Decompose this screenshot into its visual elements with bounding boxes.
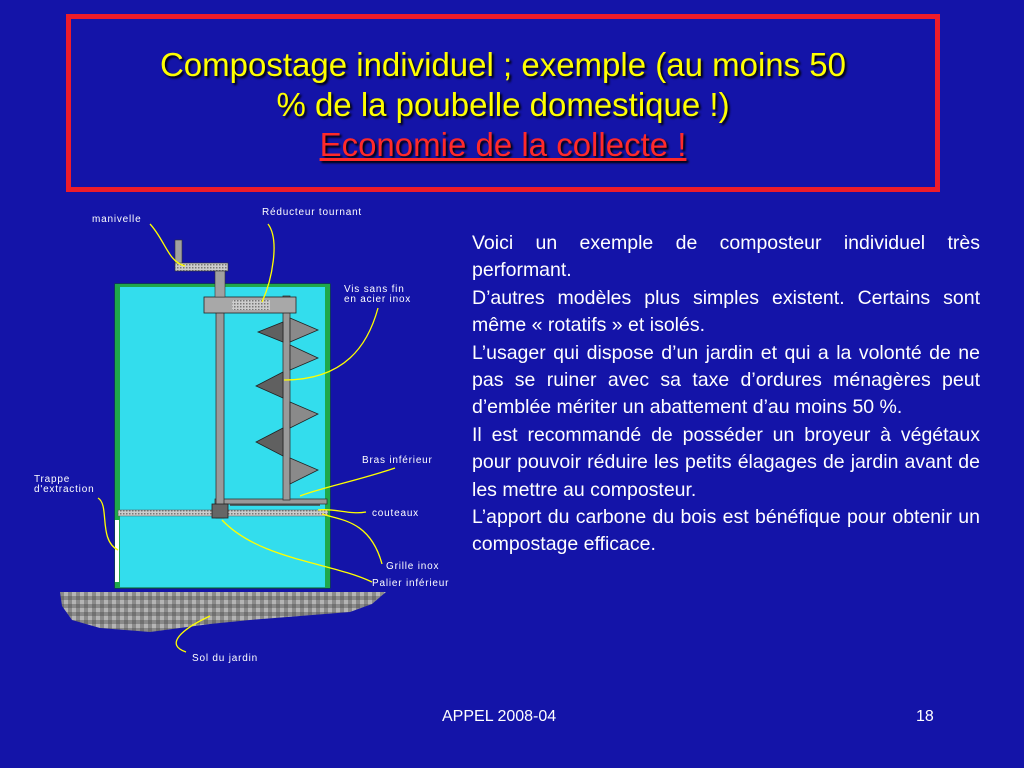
label-couteaux: couteaux xyxy=(372,508,419,519)
paragraph-1: Voici un exemple de composteur individuel très performant. xyxy=(472,232,980,282)
title-line-3: Economie de la collecte ! xyxy=(319,126,687,163)
title-line-2: % de la poubelle domestique !) xyxy=(276,86,730,123)
title-line-1: Compostage individuel ; exemple (au moins 50 xyxy=(159,46,847,83)
label-trappe-1: Trappe xyxy=(34,474,71,485)
label-reducteur: Réducteur tournant xyxy=(262,207,363,218)
body-text xyxy=(472,230,980,559)
paragraph-4: Il est recommandé de posséder un broyeur à végétaux pour pouvoir réduire les petits élagages de jardin avant de les mettre au composteur. xyxy=(472,423,980,501)
label-trappe-2: d'extraction xyxy=(34,484,95,495)
extraction-hatch xyxy=(115,520,119,582)
paragraph-3: L’usager qui dispose d’un jardin et qui a la volonté de ne pas se ruiner avec sa taxe d’ordures ménagères peut d’emblée mériter un abattement d’au moins 50 %. xyxy=(472,341,980,419)
screw-shaft xyxy=(283,296,290,500)
label-vis-2: en acier inox xyxy=(344,294,412,305)
reducer-mesh xyxy=(232,300,270,310)
paragraph-2: D’autres modèles plus simples existent. Certains sont même « rotatifs » et isolés. xyxy=(472,286,980,337)
lower-bearing xyxy=(212,504,228,518)
label-manivelle: manivelle xyxy=(92,214,142,225)
crank-handle xyxy=(175,263,228,271)
label-grille: Grille inox xyxy=(386,561,440,572)
composter-wall-right xyxy=(325,284,330,588)
paragraph-5: L’apport du carbone du bois est bénéfique pour obtenir un compostage efficace. xyxy=(472,506,980,556)
footer-text: APPEL 2008-04 xyxy=(442,708,557,725)
garden-soil xyxy=(60,592,386,632)
lower-arm xyxy=(215,499,327,504)
label-palier: Palier inférieur xyxy=(372,578,450,589)
label-bras: Bras inférieur xyxy=(362,455,433,466)
crank-coupling xyxy=(215,271,225,297)
central-shaft xyxy=(216,296,224,518)
page-number: 18 xyxy=(916,708,934,725)
label-sol: Sol du jardin xyxy=(192,653,258,664)
label-vis-1: Vis sans fin xyxy=(344,284,405,295)
